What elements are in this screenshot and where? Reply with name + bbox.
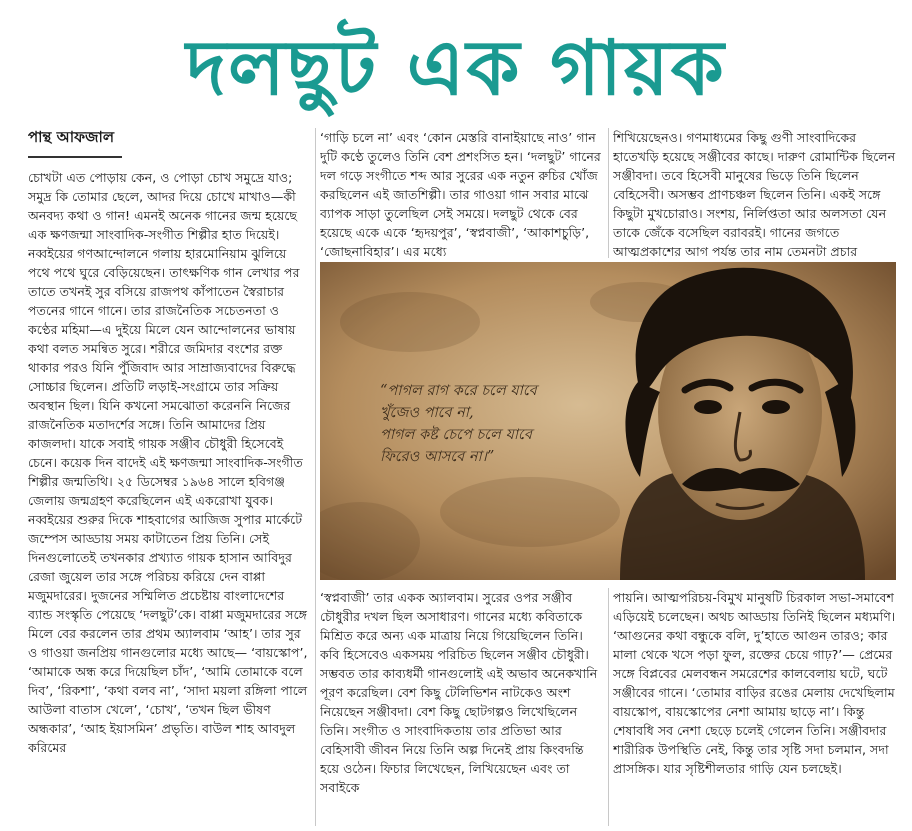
column-divider-2-bottom (608, 588, 609, 826)
column-1 (28, 168, 311, 828)
column-2-top (320, 128, 604, 258)
byline: পান্থ আফজাল (28, 128, 115, 146)
byline-rule (28, 156, 122, 158)
column-3-bottom (613, 588, 896, 828)
column-2-bottom (320, 588, 604, 828)
portrait-photo (320, 262, 896, 580)
column-divider-1 (315, 128, 316, 826)
column-2-bottom-text: ‘স্বপ্নবাজী’ তার একক অ্যালবাম। সুরের ওপর সঞ্জীব চৌধুরীর দখল ছিল অসাধারণ। গানের মধ্যে কবিতাকে মিশ্রিত করে অন্য এক মাত্রায় নিয়ে গিয়েছিলেন তিনি। কবি হিসেবেও একসময় পরিচিত ছিলেন সঞ্জীব চৌধুরী। সম্ভবত তার কাব্যধর্মী গানগুলোই এই অভাব অনেকখানি পূরণ করেছিল। বেশ কিছু টেলিভিশন নাটকেও অংশ নিয়েছেন সঞ্জীবদা। বেশ কিছু ছোটগল্পও লিখেছিলেন তিনি। সংগীত ও সাংবাদিকতায় তার প্রতিভা আর বেহিসাবী জীবন নিয়ে তিনি অল্প দিনেই প্রায় কিংবদন্তি হয়ে ওঠেন। ফিচার লিখেছেন, লিখিয়েছেন এবং তা সবাইকে (320, 590, 598, 795)
column-3-top (613, 128, 896, 258)
column-2-top-text: ‘গাড়ি চলে না’ এবং ‘কোন মেস্তরি বানাইয়াছে নাও’ গান দুটি কণ্ঠে তুলেও তিনি বেশ প্রশংসিত হন। ‘দলছুট’ গানের দল গড়ে সংগীতে শব্দ আর সুরের এক নতুন রুচির খোঁজ করছিলেন এই জাতশিল্পী। তার গাওয়া গান সবার মাঝে ব্যাপক সাড়া তুলেছিল সেই সময়ে। দলছুট থেকে বের হয়েছে একে একে ‘হৃদয়পুর’, ‘স্বপ্নবাজী’, ‘আকাশচুড়ি’, ‘জোছনাবিহার’। এর মধ্যে (320, 130, 601, 258)
column-divider-2-top (608, 128, 609, 258)
column-3-top-text: শিখিয়েছেনও। গণমাধ্যমের কিছু গুণী সাংবাদিকের হাতেখড়ি হয়েছে সঞ্জীবের কাছে। দারুণ রোমান্টিক ছিলেন সঞ্জীবদা। তবে হিসেবী মানুষের ভিড়ে তিনি ছিলেন বেহিসেবী। অসম্ভব প্রাণচঞ্চল ছিলেন তিনি। একই সঙ্গে কিছুটা মুখচোরাও। সংশয়, নির্লিপ্ততা আর অলসতা যেন তাকে জেঁকে বসেছিল বরাবরই। গানের জগতে আত্মপ্রকাশের আগ পর্যন্ত তার নাম তেমনটা প্রচার (613, 130, 896, 258)
column-1-text: চোখটা এত পোড়ায় কেন, ও পোড়া চোখ সমুদ্রে যাও; সমুদ্র কি তোমার ছেলে, আদর দিয়ে চোখে মাখাও—কী অনবদ্য কথা ও গান! এমনই অনেক গানের জন্ম হয়েছে এক ক্ষণজন্মা সাংবাদিক-সংগীত শিল্পীর হাত দিয়েই। নব্বইয়ের গণআন্দোলনে গলায় হারমোনিয়াম ঝুলিয়ে পথে পথে ঘুরে বেড়িয়েছেন। তাৎক্ষণিক গান লেখার পর তাতে তখনই সুর বসিয়ে রাজপথ কাঁপাতেন স্বৈরাচার পতনের গানে গানে। তার রাজনৈতিক সচেতনতা ও কণ্ঠের মহিমা—এ দুইয়ে মিলে যেন আন্দোলনের ভাষায় কথা বলত সমন্বিত সুরে। শরীরে জমিদার বংশের রক্ত থাকার পরও যিনি পুঁজিবাদ আর সাম্রাজ্যবাদের বিরুদ্ধে সোচ্চার ছিলেন। প্রতিটি লড়াই-সংগ্রামে তার সক্রিয় অবস্থান ছিল। যিনি কখনো সমঝোতা করেননি নিজের রাজনৈতিক মতাদর্শের সঙ্গে। তিনি আমাদের প্রিয় কাজলদা। যাকে সবাই গায়ক সঞ্জীব চৌধুরী হিসেবেই চেনে। কয়েক দিন বাদেই এই ক্ষণজন্মা সাংবাদিক-সংগীত শিল্পীর জন্মতিথি। ২৫ ডিসেম্বর ১৯৬৪ সালে হবিগঞ্জ জেলায় জন্মগ্রহণ করেছিলেন এই একরোখা যুবক। নব্বইয়ের শুরুর দিকে শাহবাগের আজিজ সুপার মার্কেটে জম্পেস আড্ডায় সময় কাটাতেন প্রিয় তিনি। সেই দিনগুলোতেই তখনকার প্রখ্যাত গায়ক হাসান আবিদুর রেজা জুয়েল তার সঙ্গে পরিচয় করিয়ে দেন বাপ্পা মজুমদারের। দুজনের সম্মিলিত প্রচেষ্টায় বাংলাদেশের ব্যান্ড সংস্কৃতি পেয়েছে ‘দলছুট’কে। বাপ্পা মজুমদারের সঙ্গে মিলে বের করলেন তার প্রথম অ্যালবাম ‘আহ’। তার সুর ও গাওয়া জনপ্রিয় গানগুলোর মধ্যে আছে— ‘বায়স্কোপ’, ‘আমাকে অন্ধ করে দিয়েছিল চাঁদ’, ‘আমি তোমাকে বলে দিব’, ‘রিকশা’, ‘কথা বলব না’, ‘সাদা ময়লা রঙ্গিলা পালে আউলা বাতাস খেলে’, ‘চোখ’, ‘তখন ছিল ভীষণ অন্ধকার’, ‘আহ ইয়াসমিন’ প্রভৃতি। বাউল শাহ আবদুল করিমের (28, 170, 308, 755)
photo-quote: “পাগল রাগ করে চলে যাবে খুঁজেও পাবে না, পাগল কষ্ট চেপে চলে যাবে ফিরেও আসবে না।” (380, 383, 537, 465)
column-3-bottom-text: পায়নি। আত্মপরিচয়-বিমুখ মানুষটি চিরকাল সভা-সমাবেশ এড়িয়েই চলেছেন। অথচ আড্ডায় তিনিই ছিলেন মধ্যমণি। ‘আগুনের কথা বন্ধুকে বলি, দু’হাতে আগুন তারও; কার মালা থেকে খসে পড়া ফুল, রক্তের চেয়ে গাঢ়?’— প্রেমের সঙ্গে বিপ্লবের মেলবন্ধন সমরেশের কালবেলায় ঘটে, ঘটে সঞ্জীবের গানে। ‘তোমার বাড়ির রঙের মেলায় দেখেছিলাম বায়স্কোপ, বায়স্কোপের নেশা আমায় ছাড়ে না’। কিন্তু শেষাবধি সব নেশা ছেড়ে চলেই গেলেন তিনি। সঞ্জীবদার শারীরিক উপস্থিতি নেই, কিন্তু তার সৃষ্টি সদা চলমান, সদা প্রাসঙ্গিক। যার সৃষ্টিশীলতার গাড়ি যেন চলছেই। (613, 590, 896, 776)
headline: দলছুট এক গায়ক (186, 23, 726, 112)
